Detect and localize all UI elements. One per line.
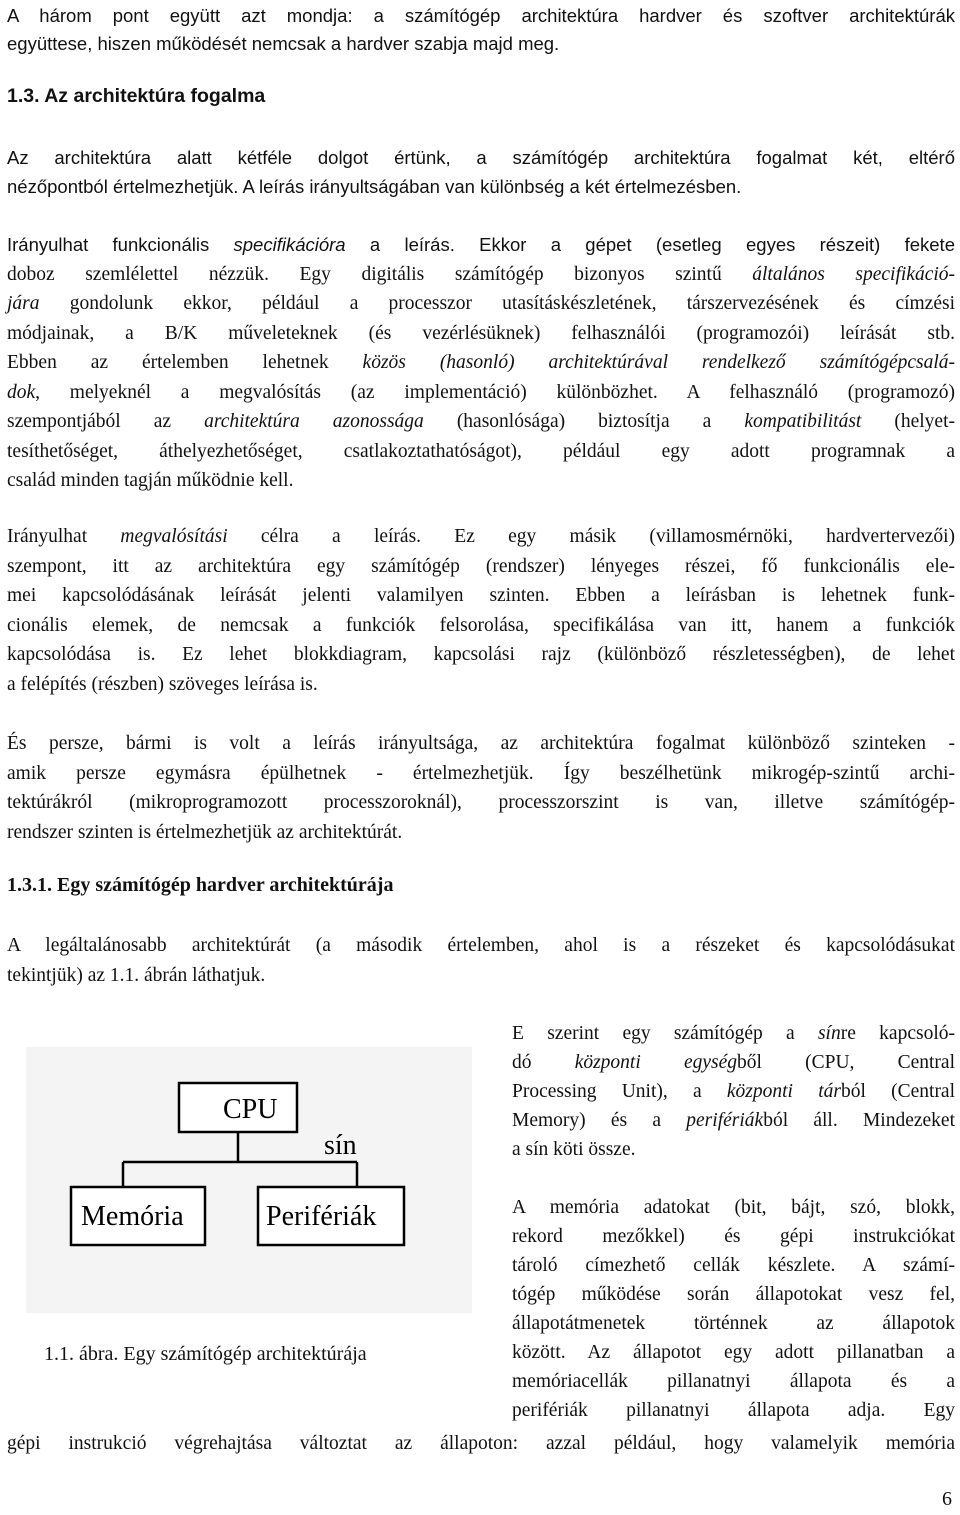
text-line: memóriacellák pillanatnyi állapota és a	[512, 1371, 955, 1392]
emphasis: megvalósítási	[120, 526, 228, 547]
emphasis: jára	[7, 293, 40, 314]
emphasis: perifériák	[686, 1110, 764, 1131]
text: Irányulhat	[7, 526, 121, 547]
text-line: a felépítés (részben) szöveges leírása is.	[7, 673, 318, 695]
text-line: állapotátmenetek történnek az állapotok	[512, 1313, 955, 1334]
section-heading-1-3: 1.3. Az architektúra fogalma	[7, 85, 266, 107]
emphasis: közös (hasonló) architektúrával rendelkező számítógépcsalá-	[362, 352, 956, 373]
text: dó	[512, 1052, 575, 1073]
diagram-svg	[26, 1047, 472, 1313]
section-heading-1-3-1: 1.3.1. Egy számítógép hardver architektúrája	[7, 874, 394, 896]
text-line: tógép működése során állapotokat vesz fel,	[512, 1284, 955, 1305]
text: Irányulhat funkcionális	[7, 234, 234, 255]
text: (hasonlósága) biztosítja a	[423, 411, 745, 432]
text: re kapcsoló-	[840, 1023, 955, 1044]
emphasis: központi tár	[726, 1081, 841, 1102]
text: , melyeknél a megvalósítás (az implementáció) különbözhet. A felhasználó (programozó)	[35, 381, 955, 403]
text: célra a leírás. Ez egy másik (villamosmérnöki, hardvertervezői)	[227, 526, 955, 547]
text: Processing Unit), a	[512, 1081, 727, 1102]
side-paragraph-1	[512, 1019, 955, 1164]
text: Ebben az értelemben lehetnek	[7, 352, 363, 373]
text-line: rendszer szinten is értelmezhetjük az architektúrát.	[7, 821, 403, 843]
text-line	[7, 522, 955, 552]
paragraph-5	[7, 931, 955, 990]
text: Memory) és a	[512, 1110, 687, 1131]
text: E szerint egy számítógép a	[512, 1023, 818, 1044]
side-paragraph-2	[512, 1193, 955, 1425]
paragraph-4	[7, 729, 955, 847]
text-line: cionális elemek, de nemcsak a funkciók felsorolása, specifikálása van itt, hanem a funkciók	[7, 614, 955, 636]
text-line	[7, 230, 955, 260]
text-line: módjainak, a B/K műveleteknek (és vezérlésüknek) felhasználói (programozói) leírását stb.	[7, 322, 955, 344]
emphasis: dok	[7, 381, 36, 403]
text-line	[512, 1077, 955, 1106]
text-line: a sín köti össze.	[512, 1139, 636, 1160]
page-number: 6	[942, 1488, 952, 1510]
final-paragraph	[7, 1429, 955, 1459]
emphasis: központi egység	[574, 1052, 738, 1073]
text-line: mei kapcsolódásának leírását jelenti valamilyen szinten. Ebben a leírásban is lehetnek funk-	[7, 585, 955, 606]
text: doboz szemlélettel nézzük. Egy digitális számítógép bizonyos szintű	[7, 263, 753, 285]
text-line	[512, 1019, 955, 1048]
text-line: család minden tagján működnie kell.	[7, 470, 294, 491]
emphasis: architektúra azonossága	[204, 411, 424, 432]
text-line: tektúrákról (mikroprogramozott processzoroknál), processzorszint is van, illetve számítógép-	[7, 792, 955, 813]
text: ból áll. Mindezeket	[763, 1110, 955, 1131]
text: (helyet-	[861, 411, 955, 432]
architecture-diagram	[26, 1047, 472, 1313]
text-line: És persze, bármi is volt a leírás irányultsága, az architektúra fogalmat különböző szinteken -	[7, 733, 955, 754]
text-line: tekintjük) az 1.1. ábrán láthatjuk.	[7, 964, 266, 986]
text-line	[512, 1106, 955, 1135]
text-line: Az architektúra alatt kétféle dolgot értünk, a számítógép architektúra fogalmat két, eltérő	[7, 147, 955, 168]
text-line: tesíthetőséget, áthelyezhetőséget, csatlakoztathatóságot), például egy adott programnak a	[7, 440, 955, 462]
emphasis: kompatibilitást	[744, 411, 862, 432]
text: szempontjából az	[7, 411, 205, 432]
text-line: kapcsolódása is. Ez lehet blokkdiagram, kapcsolási rajz (különböző részletességben), de lehet	[7, 644, 955, 665]
text-line: amik persze egymásra épülhetnek - értelmezhetjük. Így beszélhetünk mikrogép-szintű archi-	[7, 762, 955, 784]
text-line: gépi instrukció végrehajtása változtat az állapoton: azzal például, hogy valamelyik memória	[7, 1433, 955, 1454]
emphasis: specifikációra	[233, 234, 346, 255]
intro-paragraph	[7, 2, 955, 58]
text-line: között. Az állapotot egy adott pillanatban a	[512, 1342, 955, 1363]
text-line	[7, 260, 955, 290]
text-line: perifériák pillanatnyi állapota adja. Egy	[512, 1400, 955, 1421]
text-line	[7, 289, 955, 319]
text-line: együttese, hiszen működését nemcsak a hardver szabja majd meg.	[7, 33, 560, 54]
text: ből (CPU, Central	[737, 1052, 955, 1073]
paragraph-2	[7, 230, 955, 496]
text-line: nézőpontból értelmezhetjük. A leírás irányultságában van különbség a két értelmezésben.	[7, 176, 742, 197]
paragraph-1	[7, 143, 955, 201]
bus-label: sín	[324, 1130, 357, 1161]
text-line	[7, 348, 955, 378]
emphasis: általános specifikáció-	[752, 263, 956, 285]
paragraph-3	[7, 522, 955, 699]
text-line	[512, 1048, 955, 1077]
text-line	[7, 407, 955, 437]
text-line: A legáltalánosabb architektúrát (a második értelemben, ahol is a részeket és kapcsolódásukat	[7, 935, 955, 956]
text-line: rekord mezőkkel) és gépi instrukciókat	[512, 1226, 955, 1247]
text-line: szempont, itt az architektúra egy számítógép (rendszer) lényeges részei, fő funkcionális ele-	[7, 555, 955, 577]
emphasis: sín	[817, 1023, 841, 1044]
figure-caption: 1.1. ábra. Egy számítógép architektúrája	[44, 1343, 367, 1365]
text: a leírás. Ekkor a gépet (esetleg egyes részeit) fekete	[345, 234, 955, 255]
peripheral-label: Perifériák	[266, 1201, 377, 1232]
memory-label: Memória	[81, 1201, 184, 1232]
text: gondolunk ekkor, például a processzor utasításkészletének, társzervezésének és címzési	[39, 293, 955, 314]
text: ból (Central	[840, 1081, 956, 1102]
text-line: tároló címezhető cellák készlete. A számí-	[512, 1255, 955, 1276]
cpu-label: CPU	[223, 1094, 278, 1125]
text-line: A három pont együtt azt mondja: a számítógép architektúra hardver és szoftver architektúrák	[7, 5, 955, 26]
text-line: A memória adatokat (bit, bájt, szó, blokk,	[512, 1197, 955, 1218]
text-line	[7, 378, 955, 408]
